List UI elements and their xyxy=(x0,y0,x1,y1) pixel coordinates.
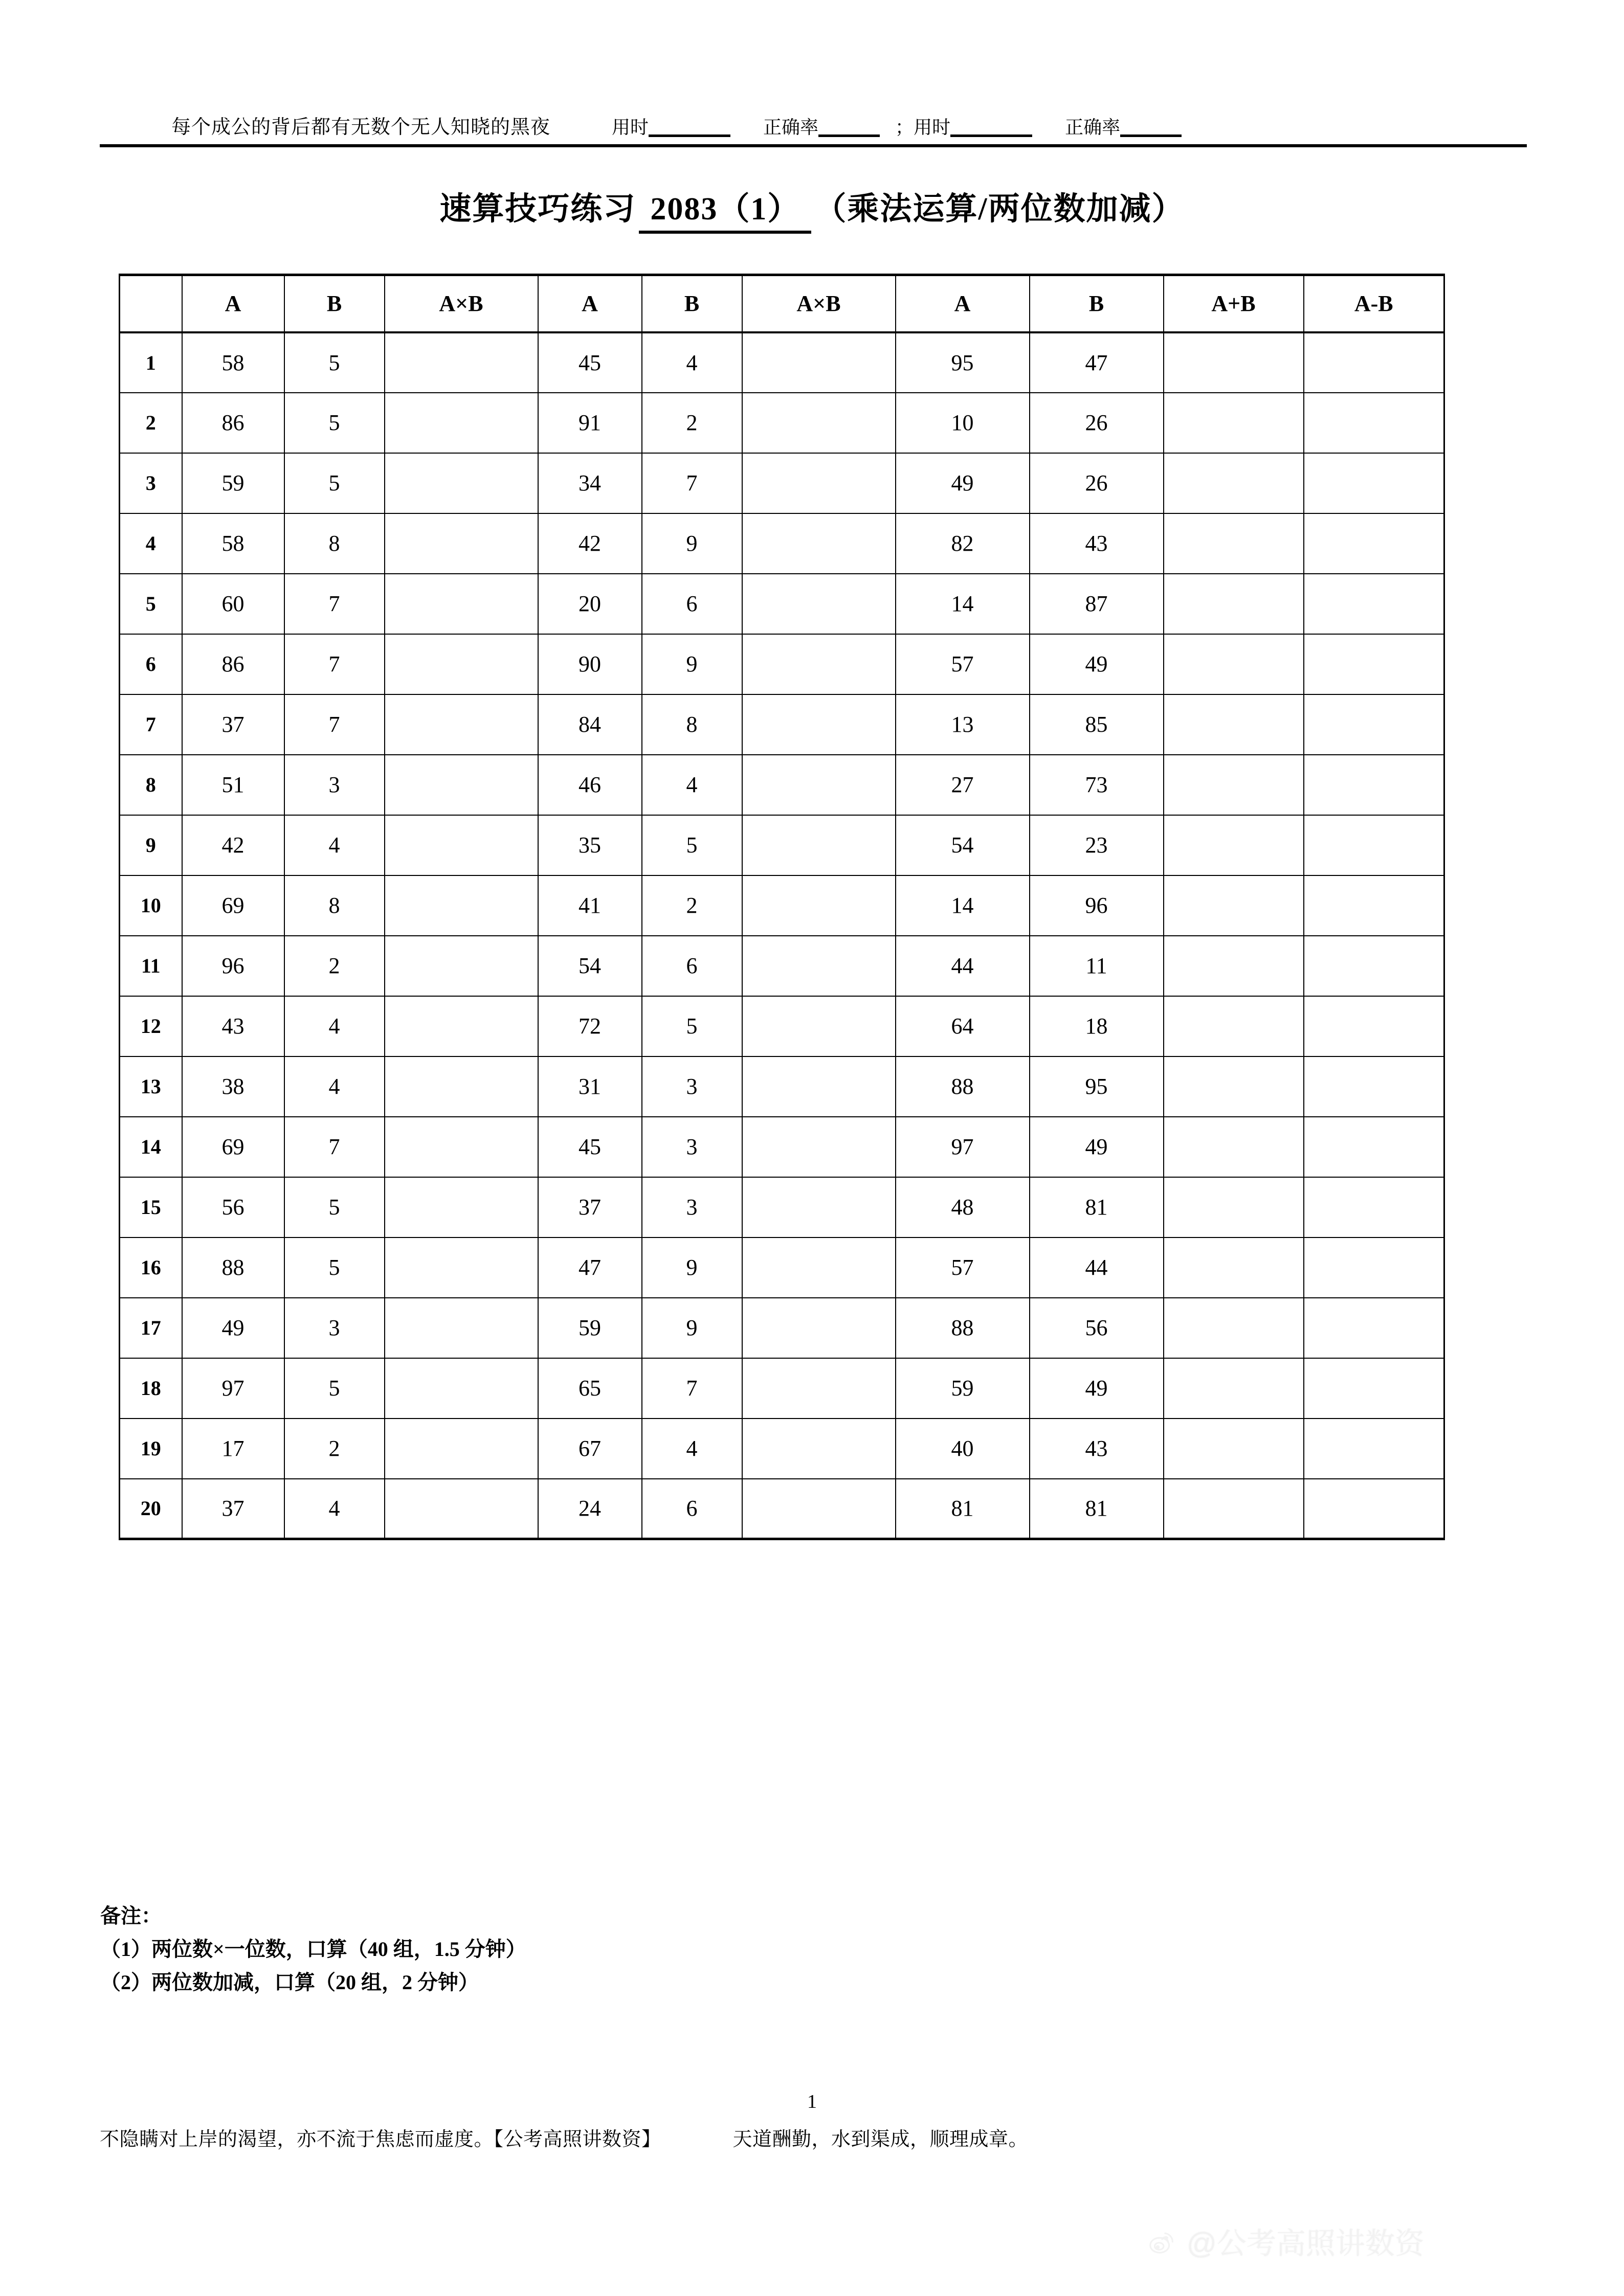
time-blank-rule-2 xyxy=(950,134,1032,137)
cell-a-2: 54 xyxy=(538,936,642,996)
cell-b-3: 96 xyxy=(1030,875,1164,936)
cell-a-minus-b[interactable] xyxy=(1304,1479,1444,1539)
cell-b-2: 7 xyxy=(642,453,742,513)
cell-a-plus-b[interactable] xyxy=(1164,332,1304,393)
cell-b-2: 6 xyxy=(642,1479,742,1539)
cell-a-plus-b[interactable] xyxy=(1164,694,1304,755)
cell-a-1: 51 xyxy=(182,755,284,815)
table-row xyxy=(120,513,1444,574)
cell-axb-2[interactable] xyxy=(742,755,896,815)
cell-a-1: 37 xyxy=(182,694,284,755)
cell-b-3: 73 xyxy=(1030,755,1164,815)
row-index: 16 xyxy=(120,1237,182,1298)
cell-a-minus-b[interactable] xyxy=(1304,574,1444,634)
cell-a-1: 59 xyxy=(182,453,284,513)
cell-a-plus-b[interactable] xyxy=(1164,634,1304,694)
notes-item-1: （1）两位数×一位数，口算（40 组，1.5 分钟） xyxy=(100,1937,526,1961)
title-worksheet-number: 2083（1） xyxy=(639,183,811,234)
cell-b-3: 18 xyxy=(1030,996,1164,1056)
cell-a-1: 96 xyxy=(182,936,284,996)
row-index: 14 xyxy=(120,1117,182,1177)
row-index: 20 xyxy=(120,1479,182,1539)
cell-a-1: 17 xyxy=(182,1419,284,1479)
cell-axb-1[interactable] xyxy=(385,1237,538,1298)
cell-axb-2[interactable] xyxy=(742,1358,896,1419)
col-header-axb-2: A×B xyxy=(742,275,896,332)
cell-b-2: 9 xyxy=(642,1298,742,1358)
cell-b-3: 26 xyxy=(1030,453,1164,513)
accuracy-label-2: 正确率 xyxy=(1065,117,1121,138)
cell-a-1: 58 xyxy=(182,513,284,574)
col-header-index xyxy=(120,275,182,332)
cell-axb-2[interactable] xyxy=(742,1117,896,1177)
title-suffix: （乘法运算/两位数加减） xyxy=(814,192,1185,227)
cell-a-1: 58 xyxy=(182,332,284,393)
cell-a-minus-b[interactable] xyxy=(1304,936,1444,996)
row-index: 4 xyxy=(120,513,182,574)
cell-a-2: 45 xyxy=(538,332,642,393)
page-running-header xyxy=(100,100,1527,147)
cell-b-1: 2 xyxy=(284,1419,385,1479)
table-row xyxy=(120,1177,1444,1237)
cell-axb-2[interactable] xyxy=(742,574,896,634)
header-time-field-1 xyxy=(612,113,730,144)
header-time-field-2 xyxy=(914,113,1032,144)
cell-b-1: 5 xyxy=(284,453,385,513)
cell-axb-2[interactable] xyxy=(742,875,896,936)
table-row xyxy=(120,574,1444,634)
col-header-a-minus-b: A-B xyxy=(1304,275,1444,332)
notes-block xyxy=(100,1900,526,1999)
cell-b-1: 3 xyxy=(284,755,385,815)
cell-a-minus-b[interactable] xyxy=(1304,513,1444,574)
cell-axb-1[interactable] xyxy=(385,1177,538,1237)
page-number: 1 xyxy=(807,2091,817,2112)
cell-a-3: 88 xyxy=(896,1056,1030,1117)
cell-b-2: 4 xyxy=(642,332,742,393)
cell-b-1: 5 xyxy=(284,1237,385,1298)
cell-b-1: 5 xyxy=(284,1358,385,1419)
cell-a-minus-b[interactable] xyxy=(1304,1117,1444,1177)
table-row xyxy=(120,1358,1444,1419)
cell-a-3: 81 xyxy=(896,1479,1030,1539)
cell-b-1: 7 xyxy=(284,634,385,694)
table-row xyxy=(120,1117,1444,1177)
cell-axb-2[interactable] xyxy=(742,332,896,393)
weibo-icon xyxy=(1146,2225,1180,2257)
cell-b-3: 49 xyxy=(1030,634,1164,694)
notes-heading: 备注： xyxy=(100,1904,162,1927)
cell-b-2: 2 xyxy=(642,393,742,453)
cell-axb-1[interactable] xyxy=(385,574,538,634)
cell-a-3: 57 xyxy=(896,634,1030,694)
cell-b-2: 3 xyxy=(642,1177,742,1237)
cell-a-minus-b[interactable] xyxy=(1304,453,1444,513)
cell-axb-2[interactable] xyxy=(742,453,896,513)
cell-a-1: 88 xyxy=(182,1237,284,1298)
cell-a-1: 49 xyxy=(182,1298,284,1358)
accuracy-label-1: 正确率 xyxy=(763,117,819,138)
cell-a-plus-b[interactable] xyxy=(1164,1177,1304,1237)
row-index: 11 xyxy=(120,936,182,996)
watermark-text: @公考高照讲数资 xyxy=(1187,2227,1425,2260)
watermark xyxy=(1146,2219,1425,2262)
cell-b-3: 23 xyxy=(1030,815,1164,875)
cell-b-3: 26 xyxy=(1030,393,1164,453)
cell-a-plus-b[interactable] xyxy=(1164,875,1304,936)
cell-a-1: 42 xyxy=(182,815,284,875)
time-blank-rule-1 xyxy=(649,134,730,137)
cell-b-1: 2 xyxy=(284,936,385,996)
cell-b-1: 8 xyxy=(284,513,385,574)
notes-item-2: （2）两位数加减，口算（20 组，2 分钟） xyxy=(100,1970,479,1994)
cell-axb-1[interactable] xyxy=(385,694,538,755)
accuracy-blank-rule-2 xyxy=(1120,134,1182,137)
cell-axb-2[interactable] xyxy=(742,936,896,996)
cell-b-2: 3 xyxy=(642,1117,742,1177)
cell-axb-2[interactable] xyxy=(742,634,896,694)
cell-b-1: 4 xyxy=(284,1479,385,1539)
cell-a-minus-b[interactable] xyxy=(1304,393,1444,453)
cell-axb-2[interactable] xyxy=(742,1056,896,1117)
cell-a-2: 91 xyxy=(538,393,642,453)
cell-b-3: 95 xyxy=(1030,1056,1164,1117)
table-row xyxy=(120,936,1444,996)
header-motto: 每个成公的背后都有无数个无人知晓的黑夜 xyxy=(171,117,551,138)
cell-a-2: 41 xyxy=(538,875,642,936)
cell-a-plus-b[interactable] xyxy=(1164,1479,1304,1539)
cell-b-3: 49 xyxy=(1030,1117,1164,1177)
cell-a-2: 72 xyxy=(538,996,642,1056)
table-row xyxy=(120,1237,1444,1298)
practice-table xyxy=(119,274,1445,1540)
table-row xyxy=(120,1419,1444,1479)
cell-a-2: 20 xyxy=(538,574,642,634)
cell-b-2: 9 xyxy=(642,634,742,694)
header-accuracy-field-1 xyxy=(763,113,880,144)
table-row xyxy=(120,755,1444,815)
cell-a-minus-b[interactable] xyxy=(1304,332,1444,393)
cell-b-3: 11 xyxy=(1030,936,1164,996)
row-index: 2 xyxy=(120,393,182,453)
table-row xyxy=(120,1056,1444,1117)
cell-a-1: 86 xyxy=(182,393,284,453)
cell-a-1: 60 xyxy=(182,574,284,634)
cell-a-3: 82 xyxy=(896,513,1030,574)
cell-a-minus-b[interactable] xyxy=(1304,875,1444,936)
cell-axb-1[interactable] xyxy=(385,936,538,996)
cell-axb-1[interactable] xyxy=(385,1479,538,1539)
cell-axb-1[interactable] xyxy=(385,634,538,694)
cell-a-2: 65 xyxy=(538,1358,642,1419)
row-index: 8 xyxy=(120,755,182,815)
cell-a-3: 48 xyxy=(896,1177,1030,1237)
row-index: 1 xyxy=(120,332,182,393)
cell-a-plus-b[interactable] xyxy=(1164,755,1304,815)
cell-b-1: 8 xyxy=(284,875,385,936)
cell-a-plus-b[interactable] xyxy=(1164,1237,1304,1298)
cell-a-1: 37 xyxy=(182,1479,284,1539)
cell-a-minus-b[interactable] xyxy=(1304,1177,1444,1237)
cell-axb-2[interactable] xyxy=(742,694,896,755)
cell-a-3: 10 xyxy=(896,393,1030,453)
cell-a-1: 97 xyxy=(182,1358,284,1419)
cell-a-minus-b[interactable] xyxy=(1304,1419,1444,1479)
cell-axb-1[interactable] xyxy=(385,393,538,453)
col-header-a-2: A xyxy=(538,275,642,332)
header-separator: ； xyxy=(895,117,914,138)
cell-a-minus-b[interactable] xyxy=(1304,1237,1444,1298)
cell-axb-1[interactable] xyxy=(385,755,538,815)
cell-a-1: 43 xyxy=(182,996,284,1056)
cell-a-2: 84 xyxy=(538,694,642,755)
cell-axb-2[interactable] xyxy=(742,1237,896,1298)
cell-a-minus-b[interactable] xyxy=(1304,755,1444,815)
cell-b-1: 7 xyxy=(284,694,385,755)
time-label-2: 用时 xyxy=(914,117,951,138)
cell-b-1: 4 xyxy=(284,996,385,1056)
col-header-b-2: B xyxy=(642,275,742,332)
title-prefix: 速算技巧练习 xyxy=(439,192,636,227)
cell-b-2: 6 xyxy=(642,936,742,996)
cell-a-3: 95 xyxy=(896,332,1030,393)
cell-a-3: 13 xyxy=(896,694,1030,755)
time-label-1: 用时 xyxy=(612,117,649,138)
cell-b-3: 56 xyxy=(1030,1298,1164,1358)
cell-a-2: 31 xyxy=(538,1056,642,1117)
cell-a-minus-b[interactable] xyxy=(1304,694,1444,755)
cell-b-1: 5 xyxy=(284,332,385,393)
cell-b-2: 4 xyxy=(642,755,742,815)
cell-axb-2[interactable] xyxy=(742,815,896,875)
cell-axb-1[interactable] xyxy=(385,996,538,1056)
col-header-a-plus-b: A+B xyxy=(1164,275,1304,332)
row-index: 18 xyxy=(120,1358,182,1419)
cell-b-1: 7 xyxy=(284,1117,385,1177)
cell-a-3: 14 xyxy=(896,875,1030,936)
cell-axb-1[interactable] xyxy=(385,332,538,393)
cell-axb-1[interactable] xyxy=(385,1117,538,1177)
footer-left-text: 不隐瞒对上岸的渴望，亦不流于焦虑而虚度。【公考高照讲数资】 xyxy=(100,2129,661,2150)
row-index: 7 xyxy=(120,694,182,755)
cell-a-plus-b[interactable] xyxy=(1164,936,1304,996)
cell-b-3: 47 xyxy=(1030,332,1164,393)
table-row xyxy=(120,694,1444,755)
cell-a-2: 59 xyxy=(538,1298,642,1358)
row-index: 12 xyxy=(120,996,182,1056)
cell-axb-2[interactable] xyxy=(742,1177,896,1237)
cell-a-1: 38 xyxy=(182,1056,284,1117)
cell-a-3: 88 xyxy=(896,1298,1030,1358)
cell-b-3: 87 xyxy=(1030,574,1164,634)
table-row xyxy=(120,1479,1444,1539)
cell-a-1: 69 xyxy=(182,875,284,936)
cell-b-2: 7 xyxy=(642,1358,742,1419)
cell-b-3: 81 xyxy=(1030,1177,1164,1237)
cell-b-2: 5 xyxy=(642,996,742,1056)
cell-a-3: 44 xyxy=(896,936,1030,996)
col-header-b-3: B xyxy=(1030,275,1164,332)
footer-right-text: 天道酬勤，水到渠成，顺理成章。 xyxy=(732,2129,1029,2150)
col-header-axb-1: A×B xyxy=(385,275,538,332)
cell-axb-1[interactable] xyxy=(385,815,538,875)
cell-a-minus-b[interactable] xyxy=(1304,996,1444,1056)
cell-a-2: 47 xyxy=(538,1237,642,1298)
cell-a-3: 64 xyxy=(896,996,1030,1056)
cell-axb-1[interactable] xyxy=(385,513,538,574)
table-row xyxy=(120,453,1444,513)
cell-b-3: 44 xyxy=(1030,1237,1164,1298)
cell-a-plus-b[interactable] xyxy=(1164,1298,1304,1358)
cell-a-plus-b[interactable] xyxy=(1164,513,1304,574)
cell-a-2: 42 xyxy=(538,513,642,574)
cell-axb-1[interactable] xyxy=(385,1298,538,1358)
cell-a-2: 67 xyxy=(538,1419,642,1479)
row-index: 13 xyxy=(120,1056,182,1117)
cell-axb-2[interactable] xyxy=(742,1419,896,1479)
cell-a-plus-b[interactable] xyxy=(1164,996,1304,1056)
cell-a-2: 35 xyxy=(538,815,642,875)
cell-a-minus-b[interactable] xyxy=(1304,815,1444,875)
cell-b-1: 3 xyxy=(284,1298,385,1358)
cell-b-2: 2 xyxy=(642,875,742,936)
table-row xyxy=(120,393,1444,453)
cell-a-2: 37 xyxy=(538,1177,642,1237)
cell-axb-2[interactable] xyxy=(742,996,896,1056)
cell-a-2: 46 xyxy=(538,755,642,815)
cell-a-plus-b[interactable] xyxy=(1164,393,1304,453)
col-header-b-1: B xyxy=(284,275,385,332)
row-index: 17 xyxy=(120,1298,182,1358)
cell-a-minus-b[interactable] xyxy=(1304,1358,1444,1419)
table-row xyxy=(120,815,1444,875)
row-index: 15 xyxy=(120,1177,182,1237)
cell-a-plus-b[interactable] xyxy=(1164,574,1304,634)
cell-a-plus-b[interactable] xyxy=(1164,453,1304,513)
cell-a-3: 40 xyxy=(896,1419,1030,1479)
cell-b-3: 81 xyxy=(1030,1479,1164,1539)
row-index: 9 xyxy=(120,815,182,875)
cell-b-2: 3 xyxy=(642,1056,742,1117)
table-row xyxy=(120,1298,1444,1358)
cell-b-1: 4 xyxy=(284,1056,385,1117)
cell-a-3: 59 xyxy=(896,1358,1030,1419)
cell-axb-1[interactable] xyxy=(385,1358,538,1419)
cell-b-2: 4 xyxy=(642,1419,742,1479)
cell-b-1: 5 xyxy=(284,1177,385,1237)
cell-b-1: 4 xyxy=(284,815,385,875)
cell-axb-2[interactable] xyxy=(742,1298,896,1358)
cell-a-3: 14 xyxy=(896,574,1030,634)
page-title xyxy=(0,183,1624,234)
cell-a-3: 97 xyxy=(896,1117,1030,1177)
cell-a-2: 90 xyxy=(538,634,642,694)
cell-axb-1[interactable] xyxy=(385,453,538,513)
cell-a-plus-b[interactable] xyxy=(1164,1419,1304,1479)
row-index: 5 xyxy=(120,574,182,634)
row-index: 10 xyxy=(120,875,182,936)
cell-b-1: 5 xyxy=(284,393,385,453)
cell-axb-2[interactable] xyxy=(742,393,896,453)
cell-a-minus-b[interactable] xyxy=(1304,1298,1444,1358)
cell-b-3: 49 xyxy=(1030,1358,1164,1419)
cell-a-1: 69 xyxy=(182,1117,284,1177)
cell-a-1: 86 xyxy=(182,634,284,694)
cell-a-3: 27 xyxy=(896,755,1030,815)
cell-a-3: 49 xyxy=(896,453,1030,513)
cell-b-2: 8 xyxy=(642,694,742,755)
row-index: 19 xyxy=(120,1419,182,1479)
cell-b-3: 43 xyxy=(1030,513,1164,574)
cell-a-1: 56 xyxy=(182,1177,284,1237)
accuracy-blank-rule-1 xyxy=(818,134,880,137)
cell-a-plus-b[interactable] xyxy=(1164,1117,1304,1177)
col-header-a-3: A xyxy=(896,275,1030,332)
cell-a-2: 24 xyxy=(538,1479,642,1539)
table-row xyxy=(120,875,1444,936)
cell-a-2: 34 xyxy=(538,453,642,513)
table-row xyxy=(120,634,1444,694)
row-index: 3 xyxy=(120,453,182,513)
col-header-a-1: A xyxy=(182,275,284,332)
cell-b-1: 7 xyxy=(284,574,385,634)
cell-a-minus-b[interactable] xyxy=(1304,1056,1444,1117)
cell-b-3: 43 xyxy=(1030,1419,1164,1479)
table-row xyxy=(120,332,1444,393)
header-accuracy-field-2 xyxy=(1065,113,1182,144)
cell-b-2: 9 xyxy=(642,1237,742,1298)
cell-a-plus-b[interactable] xyxy=(1164,1056,1304,1117)
cell-axb-2[interactable] xyxy=(742,1479,896,1539)
table-row xyxy=(120,996,1444,1056)
cell-a-3: 54 xyxy=(896,815,1030,875)
cell-b-2: 5 xyxy=(642,815,742,875)
cell-axb-1[interactable] xyxy=(385,1056,538,1117)
cell-axb-1[interactable] xyxy=(385,875,538,936)
cell-axb-2[interactable] xyxy=(742,513,896,574)
cell-b-2: 9 xyxy=(642,513,742,574)
cell-a-minus-b[interactable] xyxy=(1304,634,1444,694)
cell-a-3: 57 xyxy=(896,1237,1030,1298)
cell-a-plus-b[interactable] xyxy=(1164,1358,1304,1419)
cell-a-2: 45 xyxy=(538,1117,642,1177)
cell-b-2: 6 xyxy=(642,574,742,634)
table-header-row xyxy=(120,275,1444,332)
row-index: 6 xyxy=(120,634,182,694)
footer-line xyxy=(100,2123,1527,2151)
cell-axb-1[interactable] xyxy=(385,1419,538,1479)
cell-b-3: 85 xyxy=(1030,694,1164,755)
cell-a-plus-b[interactable] xyxy=(1164,815,1304,875)
